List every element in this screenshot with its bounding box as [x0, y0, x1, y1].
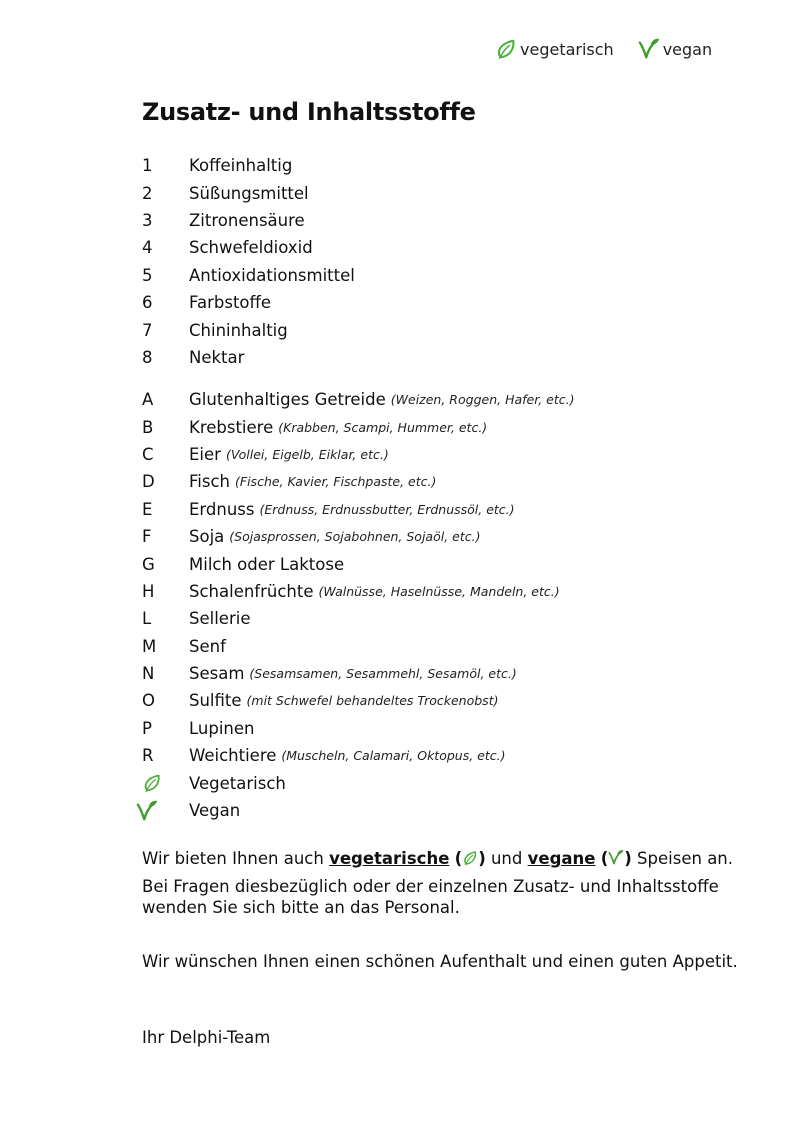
vegan-word: vegane	[527, 849, 596, 868]
allergen-row	[142, 386, 742, 413]
allergen-note: (Vollei, Eigelb, Eiklar, etc.)	[225, 446, 389, 462]
additive-code: 5	[142, 265, 153, 285]
additive-label: Chininhaltig	[189, 320, 288, 340]
questions-paragraph: Bei Fragen diesbezüglich oder der einzelnen Zusatz- und Inhaltsstoffe wenden Sie sich bitte an das Personal.	[142, 877, 719, 917]
allergen-row	[142, 742, 742, 769]
vegetarian-word: vegetarische	[329, 849, 450, 868]
allergen-note: (Muscheln, Calamari, Oktopus, etc.)	[281, 748, 506, 764]
allergen-row	[142, 660, 742, 687]
allergen-note: (Krabben, Scampi, Hummer, etc.)	[278, 419, 488, 435]
allergen-label: Milch oder Laktose	[189, 554, 345, 574]
open-paren: (	[600, 849, 609, 868]
additive-row	[142, 289, 742, 316]
v-sprout-icon	[638, 36, 660, 62]
close-paren: )	[478, 849, 486, 868]
allergens-list	[142, 386, 742, 824]
leaf-icon	[142, 771, 162, 795]
additive-label: Farbstoffe	[189, 293, 272, 313]
legend-vegan-label: vegan	[662, 39, 713, 59]
allergen-label: Sulfite	[189, 691, 242, 711]
additive-row	[142, 152, 742, 179]
allergen-label: Erdnuss	[189, 499, 255, 519]
additive-label: Koffeinhaltig	[189, 156, 293, 176]
allergen-note: (Sesamsamen, Sesammehl, Sesamöl, etc.)	[249, 666, 517, 682]
legend-vegetarian-label: vegetarisch	[520, 39, 614, 59]
additive-row	[142, 234, 742, 261]
allergen-row	[142, 550, 742, 577]
allergen-label: Lupinen	[189, 718, 255, 738]
allergen-code: E	[142, 499, 153, 519]
allergen-row	[142, 715, 742, 742]
allergen-code: N	[142, 664, 155, 684]
offer-paragraph	[142, 848, 742, 869]
wishes-paragraph: Wir wünschen Ihnen einen schönen Aufenthalt und einen guten Appetit.	[142, 952, 738, 971]
allergen-code: B	[142, 417, 154, 437]
allergen-row	[142, 523, 742, 550]
additive-row	[142, 262, 742, 289]
diet-label: Vegan	[189, 801, 241, 821]
allergen-code: L	[142, 609, 152, 629]
allergen-label: Krebstiere	[189, 417, 274, 437]
allergen-row	[142, 605, 742, 632]
additive-code: 2	[142, 183, 153, 203]
allergen-label: Glutenhaltiges Getreide	[189, 390, 386, 410]
diet-row-vegetarian	[142, 769, 742, 796]
signature: Ihr Delphi-Team	[142, 1028, 271, 1047]
allergen-code: H	[142, 581, 155, 601]
additive-label: Süßungsmittel	[189, 183, 309, 203]
allergen-note: (Weizen, Roggen, Hafer, etc.)	[390, 392, 575, 408]
diet-legend	[495, 36, 712, 62]
allergen-code: F	[142, 527, 152, 547]
allergen-row	[142, 413, 742, 440]
leaf-icon	[495, 37, 517, 61]
additive-code: 3	[142, 210, 153, 230]
additive-label: Zitronensäure	[189, 210, 305, 230]
allergen-label: Sellerie	[189, 609, 251, 629]
legend-vegan	[638, 36, 712, 62]
additive-label: Schwefeldioxid	[189, 238, 313, 258]
allergen-row	[142, 633, 742, 660]
additive-code: 8	[142, 347, 153, 367]
offer-text-before: Wir bieten Ihnen auch	[142, 849, 330, 868]
allergen-label: Schalenfrüchte	[189, 581, 314, 601]
diet-label: Vegetarisch	[189, 773, 286, 793]
close-paren: )	[624, 849, 632, 868]
additive-row	[142, 344, 742, 371]
v-sprout-icon	[608, 848, 624, 867]
allergen-row	[142, 496, 742, 523]
diet-row-vegan	[142, 797, 742, 824]
additive-code: 6	[142, 293, 153, 313]
allergen-note: (Fische, Kavier, Fischpaste, etc.)	[235, 474, 437, 490]
allergen-note: (Sojasprossen, Sojabohnen, Sojaöl, etc.)	[229, 529, 481, 545]
allergen-label: Soja	[189, 527, 225, 547]
allergen-code: A	[142, 390, 154, 410]
additive-code: 7	[142, 320, 153, 340]
allergen-code: M	[142, 636, 157, 656]
additive-code: 4	[142, 238, 153, 258]
allergen-label: Eier	[189, 444, 221, 464]
legend-vegetarian	[495, 37, 614, 61]
allergen-label: Fisch	[189, 472, 231, 492]
allergen-code: P	[142, 718, 152, 738]
allergen-row	[142, 441, 742, 468]
additives-list	[142, 152, 742, 371]
allergen-code: D	[142, 472, 155, 492]
v-sprout-icon	[136, 798, 158, 824]
page-title: Zusatz- und Inhaltsstoffe	[142, 98, 476, 126]
allergen-code: C	[142, 444, 154, 464]
additive-label: Nektar	[189, 347, 245, 367]
allergen-label: Senf	[189, 636, 226, 656]
allergen-label: Weichtiere	[189, 746, 277, 766]
allergen-code: R	[142, 746, 154, 766]
additive-row	[142, 179, 742, 206]
leaf-icon	[462, 849, 478, 867]
allergen-code: G	[142, 554, 155, 574]
allergen-row	[142, 687, 742, 714]
offer-text-after: Speisen an.	[631, 849, 734, 868]
allergen-note: (mit Schwefel behandeltes Trockenobst)	[246, 693, 499, 709]
offer-text-middle: und	[485, 849, 528, 868]
additive-code: 1	[142, 156, 153, 176]
allergen-note: (Erdnuss, Erdnussbutter, Erdnussöl, etc.)	[259, 501, 515, 517]
additive-label: Antioxidationsmittel	[189, 265, 355, 285]
additive-row	[142, 316, 742, 343]
allergen-row	[142, 578, 742, 605]
allergen-note: (Walnüsse, Haselnüsse, Mandeln, etc.)	[318, 583, 560, 599]
allergen-row	[142, 468, 742, 495]
open-paren: (	[454, 849, 463, 868]
allergen-code: O	[142, 691, 155, 711]
allergen-label: Sesam	[189, 664, 245, 684]
additive-row	[142, 207, 742, 234]
